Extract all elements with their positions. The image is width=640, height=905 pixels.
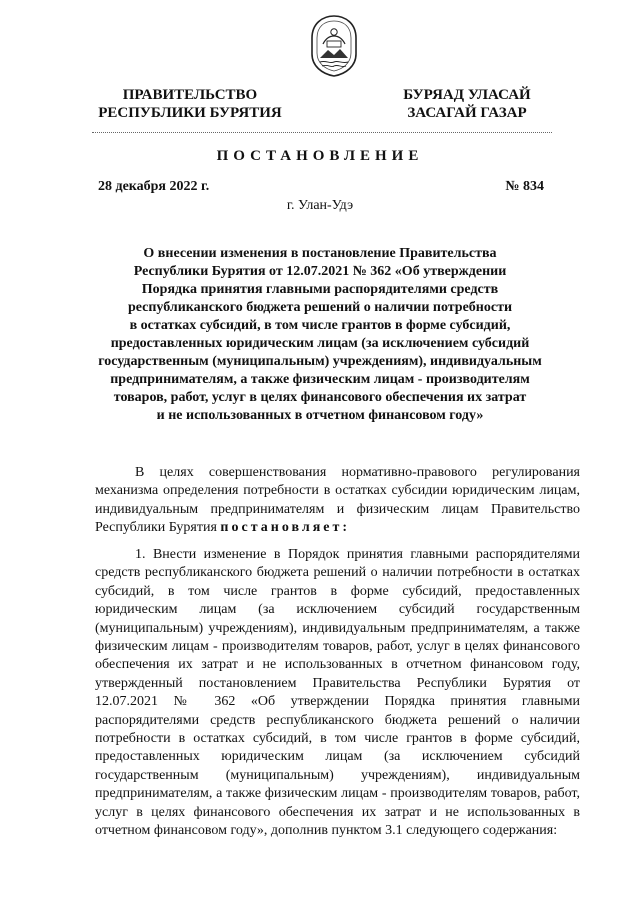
resolution-keyword: постановляет: [220,520,351,536]
header-divider [92,132,552,133]
document-date: 28 декабря 2022 г. [98,179,210,194]
document-city: г. Улан-Удэ [286,198,354,213]
coat-of-arms-emblem [308,14,360,78]
government-name-buryat: БУРЯАД УЛАСАЙ ЗАСАГАЙ ГАЗАР [403,87,531,121]
document-number: № 834 [505,179,544,194]
document-title: О внесении изменения в постановление Правительства Республики Бурятия от 12.07.2021 № 362 «Об утверждении Порядка принятия главными распорядителями средств республиканского бюджета решений о наличии потребности в остатках субсидий, в том числе грантов в форме субсидий, предоставленных юридическим лицам (за исключением субсидий государственным (муниципальным) учреждениям), индивидуальным предпринимателям, а также физическим лицам - производителям товаров, работ, услуг в целях финансового обеспечения их затрат и не использованных в отчетном финансовом году» [98,246,542,423]
preamble-text: В целях совершенствования нормативно-правового регулирования механизма определения потребности в остатках субсидии юридическим лицам, индивидуальным предпринимателям и физическим лицам Правительство Республики Бурятия [95,465,580,536]
document-type: ПОСТАНОВЛЕНИЕ [216,148,424,164]
preamble-paragraph [95,464,580,538]
clause-1-paragraph: 1. Внести изменение в Порядок принятия главными распорядителями средств республиканского бюджета решений о наличии потребности в остатках субсидий, в том числе грантов в форме субсидий, предоставленных юридическим лицам (за исключением субсидий государственным (муниципальным) учреждениям), индивидуальным предпринимателям, а также физическим лицам - производителям товаров, работ, услуг в целях финансового обеспечения их затрат и не использованных в отчетном финансовом году, утвержденный постановлением Правительства Республики Бурятия от 12.07.2021 № 362 «Об утверждении Порядка принятия главными распорядителями средств республиканского бюджета решений о наличии потребности в остатках субсидий, в том числе грантов в форме субсидий, предоставленных юридическим лицам (за исключением субсидий государственным (муниципальным) учреждениям), индивидуальным предпринимателям, а также физическим лицам - производителям товаров, работ, услуг в целях финансового обеспечения их затрат и не использованных в отчетном финансовом году», дополнив пунктом 3.1 следующего содержания: [95,547,580,839]
government-name-russian: ПРАВИТЕЛЬСТВО РЕСПУБЛИКИ БУРЯТИЯ [98,87,282,121]
